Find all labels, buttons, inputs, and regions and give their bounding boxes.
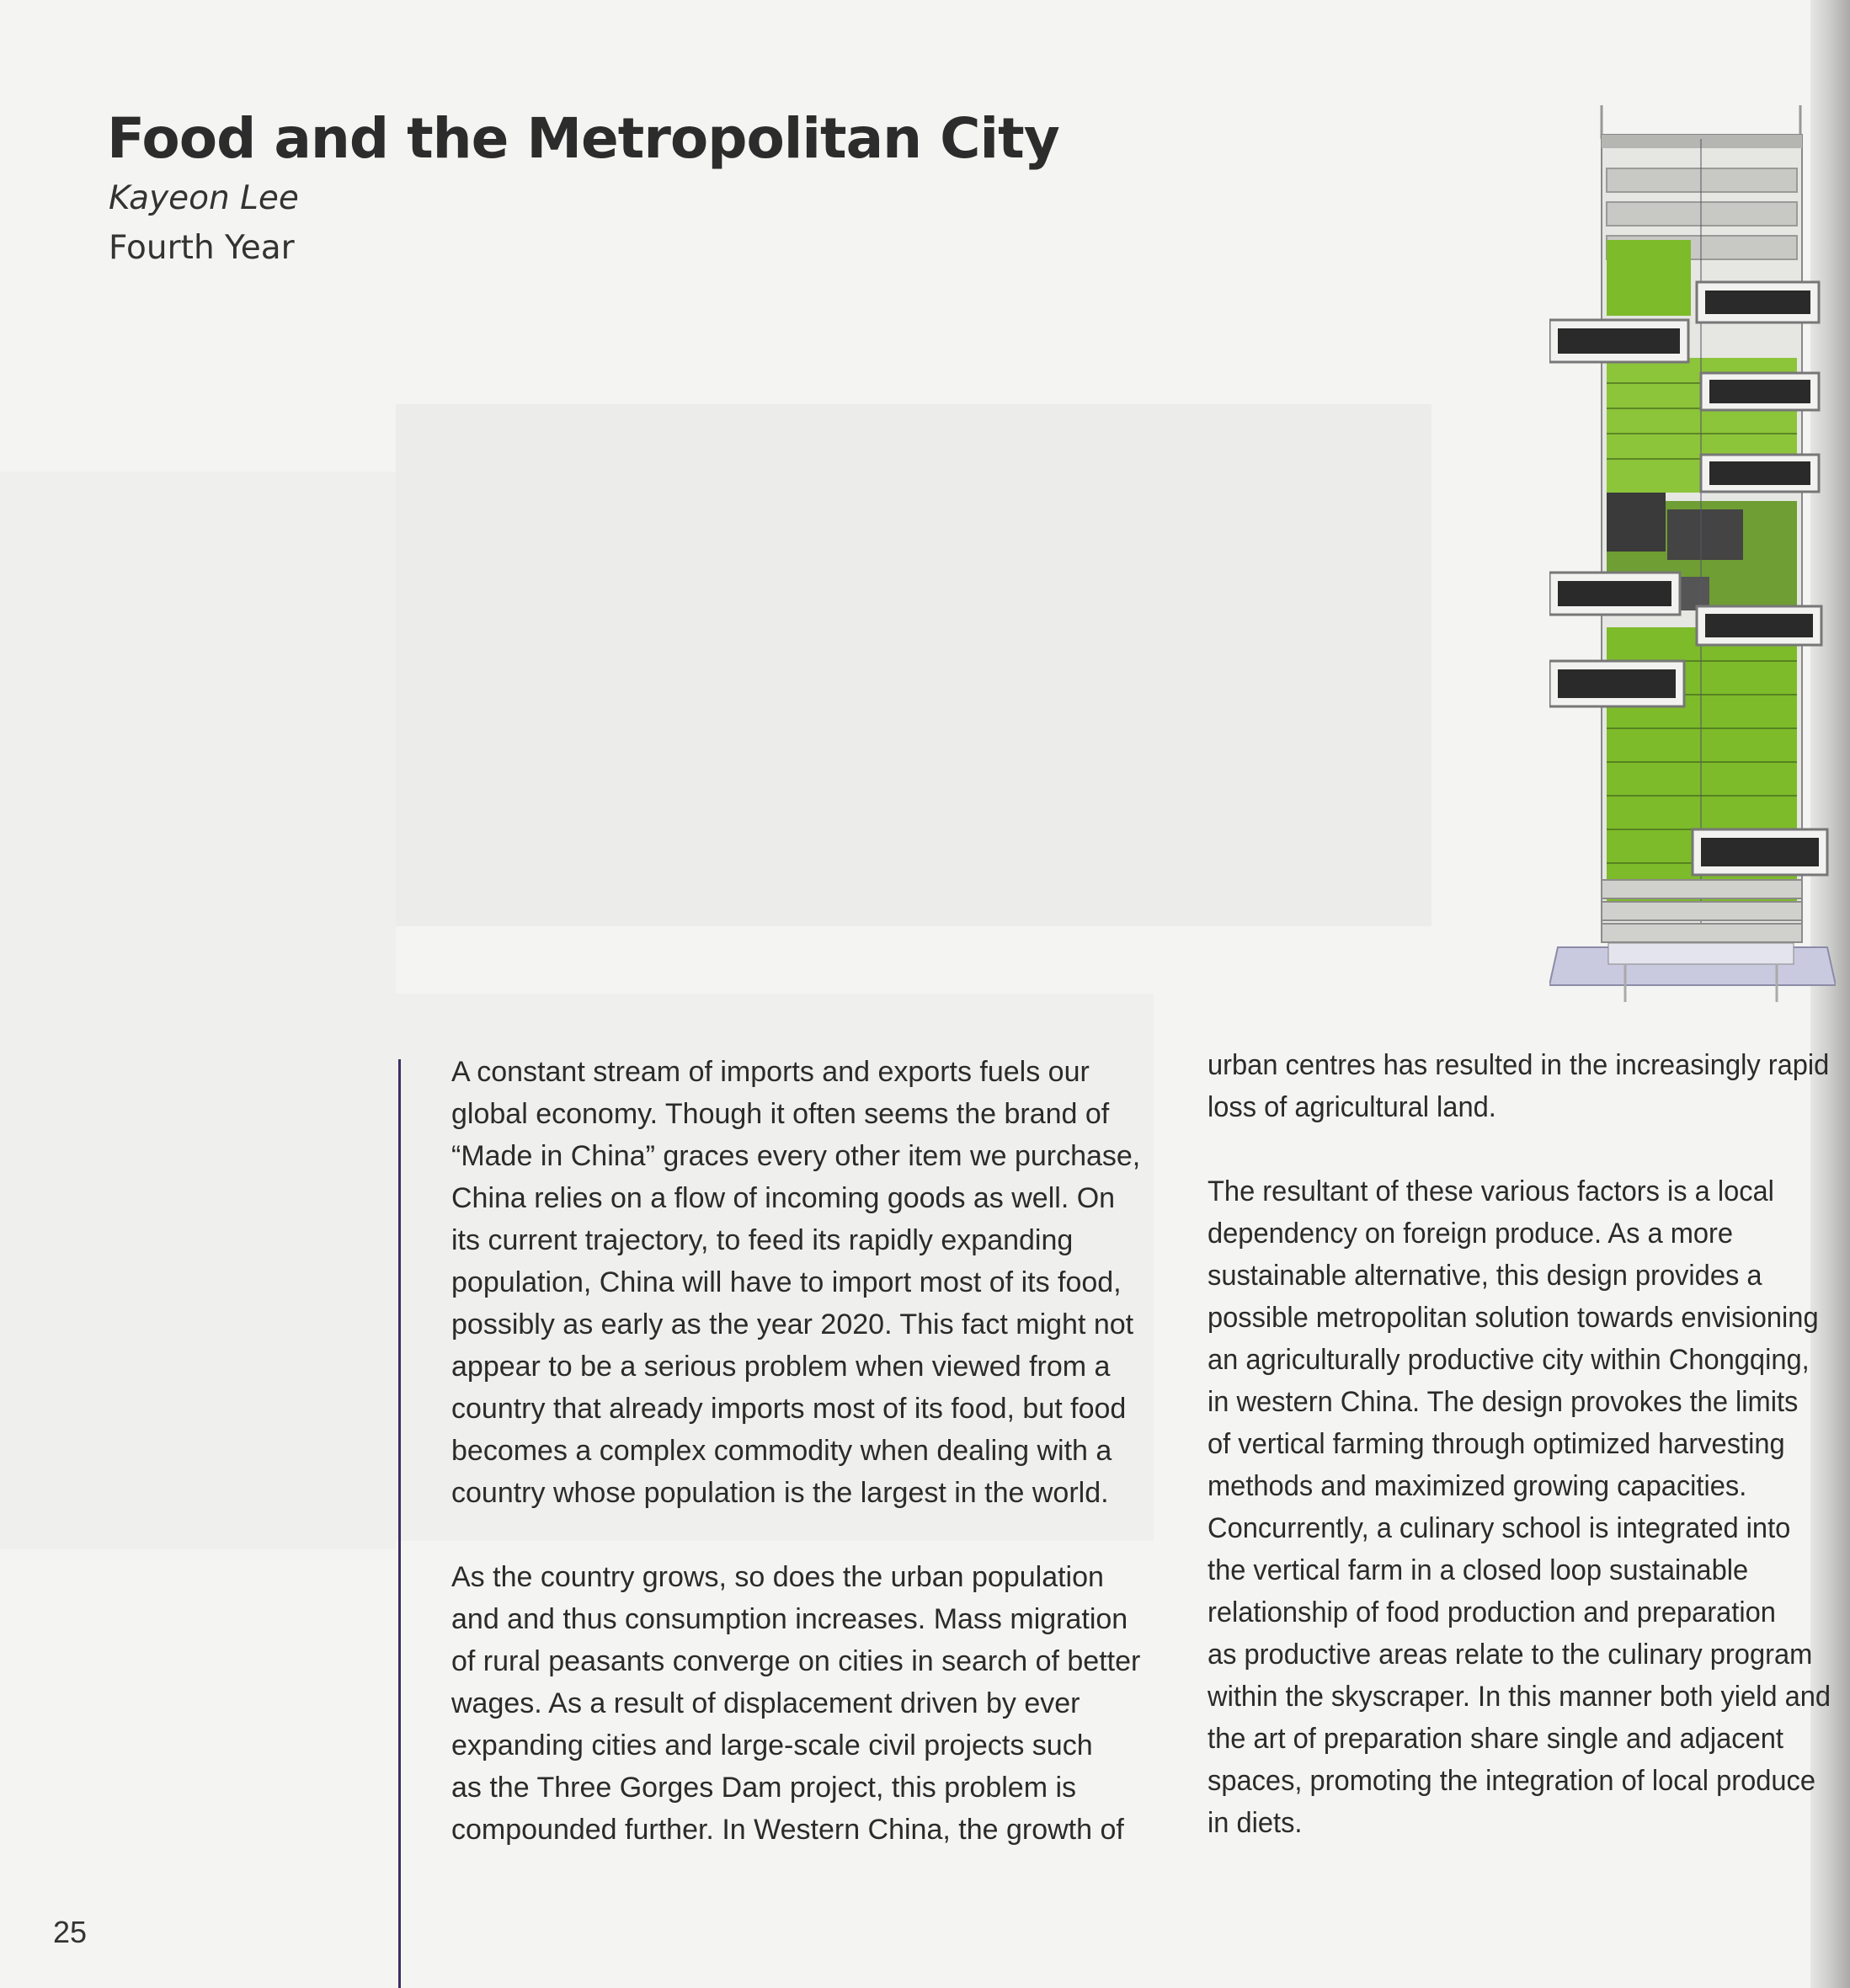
paragraph-gap (1208, 1128, 1831, 1170)
text-line: an agriculturally productive city within Chongqing, (1208, 1344, 1810, 1376)
text-line: spaces, promoting the integration of local produce (1208, 1765, 1815, 1797)
text-line: loss of agricultural land. (1208, 1091, 1496, 1123)
text-line: Concurrently, a culinary school is integrated into (1208, 1512, 1791, 1544)
text-line: in diets. (1208, 1807, 1303, 1839)
body-text-right-column (1208, 1044, 1831, 1844)
text-line: China relies on a flow of incoming goods as well. On (451, 1182, 1116, 1214)
text-line: global economy. Though it often seems the brand of (451, 1098, 1110, 1130)
text-line: “Made in China” graces every other item we purchase, (451, 1140, 1141, 1172)
text-line: A constant stream of imports and exports fuels our (451, 1056, 1090, 1088)
text-line: methods and maximized growing capacities. (1208, 1470, 1747, 1502)
text-line: dependency on foreign produce. As a more (1208, 1218, 1734, 1250)
text-line: appear to be a serious problem when viewed from a (451, 1351, 1111, 1383)
body-text-left-column (451, 1051, 1140, 1851)
text-line: the art of preparation share single and adjacent (1208, 1723, 1783, 1755)
text-line: possibly as early as the year 2020. This fact might not (451, 1308, 1134, 1340)
text-line: of vertical farming through optimized harvesting (1208, 1428, 1785, 1460)
text-line: country that already imports most of its food, but food (451, 1393, 1127, 1425)
vertical-farm-tower-illustration (1549, 105, 1836, 1006)
text-line: possible metropolitan solution towards envisioning (1208, 1302, 1819, 1334)
text-line: wages. As a result of displacement driven by ever (451, 1687, 1080, 1719)
column-divider-rule (398, 1059, 401, 1988)
text-line: its current trajectory, to feed its rapidly expanding (451, 1224, 1074, 1256)
text-line: becomes a complex commodity when dealing with a (451, 1435, 1112, 1467)
text-line: in western China. The design provokes the limits (1208, 1386, 1799, 1418)
text-line: relationship of food production and preparation (1208, 1596, 1776, 1628)
text-line: sustainable alternative, this design provides a (1208, 1260, 1762, 1292)
student-year: Fourth Year (109, 229, 295, 267)
page-title: Food and the Metropolitan City (107, 106, 1059, 171)
show-through-shadow (396, 404, 1431, 926)
text-line: of rural peasants converge on cities in search of better (451, 1645, 1141, 1677)
page-number: 25 (53, 1915, 88, 1949)
text-line: compounded further. In Western China, the growth of (451, 1814, 1124, 1846)
text-line: expanding cities and large-scale civil projects such (451, 1730, 1093, 1761)
text-line: population, China will have to import most of its food, (451, 1266, 1122, 1298)
paragraph-gap (451, 1514, 1140, 1556)
text-line: as productive areas relate to the culinary program (1208, 1639, 1813, 1671)
text-line: country whose population is the largest in the world. (451, 1477, 1109, 1509)
text-line: and and thus consumption increases. Mass migration (451, 1603, 1128, 1635)
text-line: within the skyscraper. In this manner both yield and (1208, 1681, 1831, 1713)
text-line: the vertical farm in a closed loop sustainable (1208, 1554, 1749, 1586)
text-line: The resultant of these various factors is a local (1208, 1175, 1774, 1207)
author-name: Kayeon Lee (109, 179, 299, 217)
text-line: as the Three Gorges Dam project, this problem is (451, 1772, 1077, 1804)
text-line: As the country grows, so does the urban population (451, 1561, 1104, 1593)
text-line: urban centres has resulted in the increasingly rapid (1208, 1049, 1830, 1081)
show-through-shadow (0, 472, 396, 1549)
